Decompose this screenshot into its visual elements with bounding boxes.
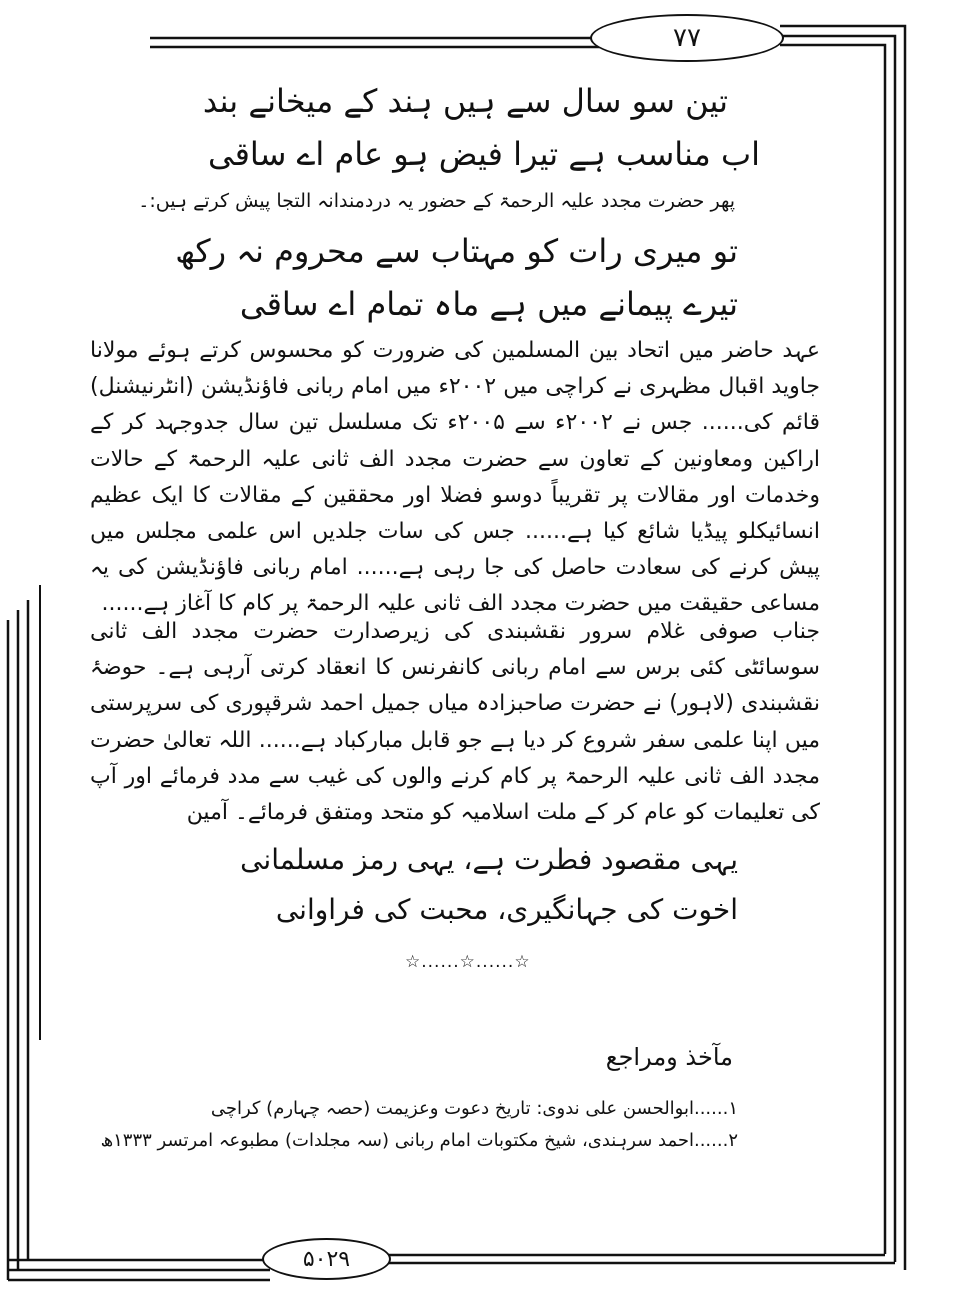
poem3-line2: اخوت کی جہانگیری، محبت کی فراوانی xyxy=(275,893,738,926)
poem2-line2: تیرے پیمانے میں ہے ماہ تمام اے ساقی xyxy=(239,285,738,323)
poem2-line1: تو میری رات کو مہتاب سے محروم نہ رکھ xyxy=(175,232,738,270)
page-number-top xyxy=(590,14,784,62)
poem3-line1: یہی مقصود فطرت ہے، یہی رمز مسلمانی xyxy=(240,843,738,876)
page-number-bottom-text: ۵۰۲۹ xyxy=(302,1246,351,1272)
paragraph-society: جناب صوفی غلام سرور نقشبندی کی زیرصدارت حضرت مجدد الف ثانی سوسائٹی کئی برس سے امام ربانی کانفرنس کا انعقاد کرتی آرہی ہے۔ حوضۂ نقشبندی (لاہور) نے حضرت صاحبزادہ میاں جمیل احمد شرقپوری کی سرپرستی میں اپنا علمی سفر شروع کر دیا ہے جو قابل مبارکباد ہے...... اللہ تعالیٰ حضرت مجدد الف ثانی علیہ الرحمۃ پر کام کرنے والوں کی غیب سے مدد فرمائے اور آپ کی تعلیمات کو عام کر کے ملت اسلامیہ کو متحد ومتفق فرمائے۔ آمین xyxy=(90,619,820,826)
poem1-line2: اب مناسب ہے تیرا فیض ہو عام اے ساقی xyxy=(207,135,760,173)
intro-line: پھر حضرت مجدد علیہ الرحمۃ کے حضور یہ دردمندانہ التجا پیش کرتے ہیں:۔ xyxy=(138,190,735,212)
reference-item-2: ۲......احمد سرہندی، شیخ مکتوبات امام ربانی (سہ مجلدات) مطبوعہ امرتسر ۱۳۳۳ھ xyxy=(100,1130,738,1151)
page-number-top-text: ۷۷ xyxy=(673,23,701,53)
paragraph-foundation: عہد حاضر میں اتحاد بین المسلمین کی ضرورت کو محسوس کرتے ہوئے مولانا جاوید اقبال مظہری نے کراچی میں ۲۰۰۲ء میں امام ربانی فاؤنڈیشن (انٹرنیشنل) قائم کی...... جس نے ۲۰۰۲ء سے ۲۰۰۵ء تک مسلسل تین سال جدوجہد کر کے اراکین ومعاونین کے تعاون سے حضرت مجدد الف ثانی علیہ الرحمۃ کے حالات وخدمات اور مقالات پر تقریباً دوسو فضلا اور محققین کے مقالات کا ایک عظیم انسائیکلو پیڈیا شائع کیا ہے...... جس کی سات جلدیں اس علمی مجلس میں پیش کرنے کی سعادت حاصل کی جا رہی ہے...... امام ربانی فاؤنڈیشن کی یہ مساعی حقیقت میں حضرت مجدد الف ثانی علیہ الرحمۃ پر کام کا آغاز ہے...... xyxy=(90,338,821,617)
reference-item-1: ۱......ابوالحسن علی ندوی: تاریخ دعوت وعزیمت (حصہ چہارم) کراچی xyxy=(210,1098,738,1119)
references-heading: مآخذ ومراجع xyxy=(605,1043,733,1071)
separator-stars: ☆......☆......☆ xyxy=(405,952,531,972)
page-number-bottom xyxy=(262,1238,391,1280)
poem1-line1: تین سو سال سے ہیں ہند کے میخانے بند xyxy=(202,82,728,120)
